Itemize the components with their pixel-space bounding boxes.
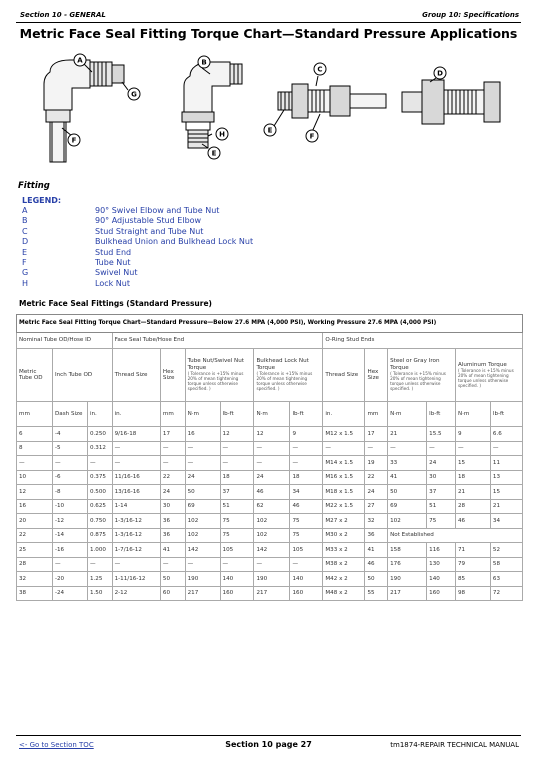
legend-key: G [22,268,29,278]
unit-cell: N·m [455,402,490,427]
fitting-d-drawing [402,80,500,124]
table-cell: — [220,441,254,456]
table-cell: 41 [365,543,388,558]
table-cell: 25 [17,543,53,558]
table-cell: 19 [365,456,388,471]
legend [22,196,253,289]
table-caption-row [17,315,523,333]
table-cell: 62 [254,499,290,514]
table-cell: 16 [17,499,53,514]
table-cell: 46 [365,557,388,572]
table-cell: 1-3/16-12 [112,528,160,543]
table-row [17,441,523,456]
fitting-c-drawing [278,84,386,118]
table-cell: — [112,441,160,456]
table-cell: 69 [388,499,427,514]
table-cell: 27 [365,499,388,514]
table-cell: 22 [365,470,388,485]
table-cell: 102 [185,528,220,543]
table-cell: M12 x 1.5 [323,427,365,442]
fitting-b-drawing [182,62,242,148]
unit-cell: mm [365,402,388,427]
table-cell: 217 [388,586,427,601]
table-cell: 79 [455,557,490,572]
table-cell: 58 [490,557,522,572]
table-cell: M38 x 2 [323,557,365,572]
legend-item [22,237,253,247]
unit-cell: in. [112,402,160,427]
table-cell: 20 [17,514,53,529]
legend-key: B [22,216,28,226]
table-cell: 75 [290,528,323,543]
callout-f: F [71,136,77,145]
table-cell: M16 x 1.5 [323,470,365,485]
table-cell: — [160,456,185,471]
torque-table [16,314,523,601]
table-row [17,456,523,471]
table-row [17,514,523,529]
col-metric-tube-od: Metric Tube OD [17,349,53,402]
table-cell: M30 x 2 [323,528,365,543]
table-subheading: Metric Face Seal Fittings (Standard Pressure) [19,299,212,308]
table-cell: 37 [427,485,456,500]
table-cell: — [52,557,87,572]
table-cell: — [254,441,290,456]
table-row [17,427,523,442]
table-cell: M33 x 2 [323,543,365,558]
bulkhead-torque-note: ( Tolerance is +15% minus 20% of mean tightening torque unless otherwise specified. ) [256,371,313,391]
table-cell: 160 [290,586,323,601]
table-cell: -10 [52,499,87,514]
table-cell: 105 [220,543,254,558]
table-cell: 105 [290,543,323,558]
table-cell: 30 [160,499,185,514]
callout-e: E [211,149,217,158]
fitting-a-drawing [44,60,124,162]
col-bulkhead-torque [254,349,323,402]
legend-text: Stud Straight and Tube Nut [95,226,204,236]
legend-item [22,248,253,258]
table-cell: 190 [388,572,427,587]
legend-item [22,279,253,289]
unit-cell: in. [323,402,365,427]
table-cell: 22 [160,470,185,485]
legend-text: Bulkhead Union and Bulkhead Lock Nut [95,237,254,247]
table-cell: 24 [254,470,290,485]
table-cell: 28 [455,499,490,514]
table-cell: 217 [185,586,220,601]
col-tube-nut-torque [185,349,254,402]
callout-h: H [219,130,225,139]
table-cell: — [388,441,427,456]
unit-cell: N·m [185,402,220,427]
table-cell: -8 [52,485,87,500]
table-cell: 34 [490,514,522,529]
table-cell: — [290,441,323,456]
table-cell: 142 [185,543,220,558]
table-cell: 37 [220,485,254,500]
table-cell: 60 [160,586,185,601]
manual-name: tm1874-REPAIR TECHNICAL MANUAL [390,741,519,749]
group-label: Group 10: Specifications [422,11,519,19]
table-cell: — [112,456,160,471]
legend-item [22,258,253,268]
table-cell: 190 [185,572,220,587]
table-cell: 15 [490,485,522,500]
table-cell: 0.625 [87,499,112,514]
table-cell: 46 [254,485,290,500]
table-cell: 102 [254,514,290,529]
legend-text: Swivel Nut [95,268,138,278]
legend-text: 90° Adjustable Stud Elbow [95,216,202,226]
unit-cell: lb-ft [490,402,522,427]
table-cell: — [87,557,112,572]
table-cell: 11 [490,456,522,471]
table-cell: 130 [427,557,456,572]
unit-cell: lb-ft [290,402,323,427]
table-cell: -20 [52,572,87,587]
table-cell: 190 [254,572,290,587]
alum-torque-label: Aluminum Torque [457,361,507,368]
table-cell: 1-7/16-12 [112,543,160,558]
callout-a: A [77,56,83,65]
unit-cell: mm [17,402,53,427]
table-cell: 63 [490,572,522,587]
table-cell: 13 [490,470,522,485]
table-cell: 41 [160,543,185,558]
legend-item [22,216,253,226]
callout-e-2: E [267,126,273,135]
table-cell: 50 [160,572,185,587]
table-cell: — [185,456,220,471]
callout-g: G [131,90,137,99]
table-row [17,470,523,485]
group-nominal: Nominal Tube OD/Hose ID [17,333,113,349]
table-cell: M42 x 2 [323,572,365,587]
legend-text: 90° Swivel Elbow and Tube Nut [95,206,220,215]
table-cell: 50 [185,485,220,500]
table-cell: 33 [388,456,427,471]
page-header [16,8,521,23]
legend-key: F [22,257,27,267]
table-cell: 28 [17,557,53,572]
legend-text: Lock Nut [95,278,130,288]
table-cell: 102 [185,514,220,529]
table-cell: 75 [220,514,254,529]
table-row [17,499,523,514]
table-cell: 12 [17,485,53,500]
table-cell: 75 [290,514,323,529]
table-cell: 17 [160,427,185,442]
table-cell: 18 [220,470,254,485]
table-cell: -6 [52,470,87,485]
table-cell: 24 [185,470,220,485]
table-cell: 75 [220,528,254,543]
table-cell: -12 [52,514,87,529]
table-cell: — [220,456,254,471]
table-cell: — [52,456,87,471]
table-cell: 30 [427,470,456,485]
section-label: Section 10 - GENERAL [20,11,106,19]
table-cell: 22 [17,528,53,543]
table-cell: 15.5 [427,427,456,442]
table-cell: M14 x 1.5 [323,456,365,471]
table-cell: 158 [388,543,427,558]
table-cell: Not Established [388,528,523,543]
col-thread-size-2: Thread Size [323,349,365,402]
table-cell: 6 [17,427,53,442]
table-row [17,557,523,572]
table-cell: 0.250 [87,427,112,442]
table-cell: 50 [365,572,388,587]
units-row [17,402,523,427]
group-face-seal: Face Seal Tube/Hose End [112,333,323,349]
table-cell: 0.750 [87,514,112,529]
unit-cell: lb-ft [427,402,456,427]
legend-item [22,227,253,237]
table-cell: — [220,557,254,572]
table-cell: 140 [220,572,254,587]
table-cell: 85 [455,572,490,587]
table-cell: 41 [388,470,427,485]
table-cell: 116 [427,543,456,558]
tube-nut-torque-label: Tube Nut/Swivel Nut Torque [187,358,244,371]
col-alum-torque [455,349,522,402]
table-cell: 12 [254,427,290,442]
fittings-illustration [30,50,510,170]
legend-key: E [22,247,28,257]
table-cell: 21 [490,499,522,514]
table-cell: 71 [455,543,490,558]
table-cell: 1.50 [87,586,112,601]
table-cell: -5 [52,441,87,456]
page-number: Section 10 page 27 [225,740,312,749]
legend-item [22,268,253,278]
table-row [17,572,523,587]
callout-c: C [317,65,323,74]
table-cell: 2-12 [112,586,160,601]
bulkhead-torque-label: Bulkhead Lock Nut Torque [256,358,309,371]
legend-text: Stud End [95,247,132,257]
table-cell: — [455,441,490,456]
group-header-row [17,333,523,349]
table-cell: 21 [455,485,490,500]
table-cell: 140 [290,572,323,587]
table-cell: 12 [220,427,254,442]
table-cell: 160 [427,586,456,601]
table-cell: 160 [220,586,254,601]
callout-b: B [201,58,207,67]
table-cell: — [185,557,220,572]
table-cell: 15 [455,456,490,471]
table-cell: M18 x 1.5 [323,485,365,500]
table-cell: M27 x 2 [323,514,365,529]
unit-cell: lb-ft [220,402,254,427]
table-cell: 140 [427,572,456,587]
table-cell: 9/16-18 [112,427,160,442]
table-body [17,427,523,601]
table-cell: 38 [17,586,53,601]
table-cell: 0.500 [87,485,112,500]
legend-title: LEGEND: [22,196,62,205]
table-caption: Metric Face Seal Fitting Torque Chart—Standard Pressure—Below 27.6 MPA (4,000 PSI), Working Pressure 27.6 MPA (4,000 PSI) [17,315,523,333]
table-cell: 0.375 [87,470,112,485]
col-steel-torque [388,349,456,402]
table-cell: 1.25 [87,572,112,587]
table-cell: 102 [254,528,290,543]
page-footer [16,735,521,752]
legend-key: D [22,237,29,247]
table-cell: 8 [17,441,53,456]
col-inch-tube-od: Inch Tube OD [52,349,112,402]
table-cell: 21 [388,427,427,442]
table-cell: — [254,456,290,471]
section-toc-link[interactable]: <- Go to Section TOC [19,741,94,749]
table-cell: — [490,441,522,456]
table-cell: -16 [52,543,87,558]
table-row [17,586,523,601]
table-cell: 69 [185,499,220,514]
table-cell: 24 [427,456,456,471]
table-cell: 36 [160,528,185,543]
table-row [17,528,523,543]
table-cell: — [112,557,160,572]
tube-nut-torque-note: ( Tolerance is +15% minus 20% of mean tightening torque unless otherwise specified. ) [187,371,244,391]
table-cell: — [427,441,456,456]
legend-item [22,206,253,216]
table-cell: 51 [427,499,456,514]
table-cell: 51 [220,499,254,514]
table-cell: -14 [52,528,87,543]
table-cell: 55 [365,586,388,601]
unit-cell: N·m [388,402,427,427]
unit-cell: Dash Size [52,402,87,427]
table-cell: — [160,441,185,456]
table-cell: 11/16-16 [112,470,160,485]
table-cell: 13/16-16 [112,485,160,500]
table-cell: -4 [52,427,87,442]
table-cell: 24 [365,485,388,500]
alum-torque-note: ( Tolerance is +15% minus 20% of mean tightening torque unless otherwise specified. ) [457,368,514,388]
table-cell: — [185,441,220,456]
table-cell: — [160,557,185,572]
table-cell: 52 [490,543,522,558]
callout-f-2: F [309,132,315,141]
group-oring: O-Ring Stud Ends [323,333,523,349]
fitting-heading: Fitting [18,181,50,191]
table-cell: 10 [17,470,53,485]
col-hex-size: Hex Size [160,349,185,402]
table-cell: 46 [290,499,323,514]
steel-torque-label: Steel or Gray Iron Torque [390,358,440,371]
callout-d: D [437,69,443,78]
table-cell: — [323,441,365,456]
table-cell: 9 [290,427,323,442]
table-cell: 1.000 [87,543,112,558]
table-cell: 18 [290,470,323,485]
table-cell: M22 x 1.5 [323,499,365,514]
table-cell: 142 [254,543,290,558]
table-cell: 34 [290,485,323,500]
table-cell: 50 [388,485,427,500]
legend-key: C [22,226,28,236]
table-row [17,543,523,558]
table-cell: 1-3/16-12 [112,514,160,529]
table-cell: — [290,557,323,572]
table-cell: 98 [455,586,490,601]
table-cell: — [365,441,388,456]
table-cell: 36 [160,514,185,529]
steel-torque-note: ( Tolerance is +15% minus 20% of mean tightening torque unless otherwise specified. ) [390,371,446,391]
table-cell: 1-11/16-12 [112,572,160,587]
page-title: Metric Face Seal Fitting Torque Chart—Standard Pressure Applications [19,26,518,41]
table-cell: 72 [490,586,522,601]
legend-key: A [22,206,28,215]
table-cell: 217 [254,586,290,601]
table-row [17,485,523,500]
table-cell: 17 [365,427,388,442]
table-cell: 18 [455,470,490,485]
table-cell: 0.312 [87,441,112,456]
table-cell: 176 [388,557,427,572]
table-cell: 16 [185,427,220,442]
legend-text: Tube Nut [95,257,131,267]
table-cell: 102 [388,514,427,529]
unit-cell: N·m [254,402,290,427]
table-cell: 1-14 [112,499,160,514]
table-cell: — [254,557,290,572]
table-cell: — [17,456,53,471]
table-cell: 32 [365,514,388,529]
table-cell: 75 [427,514,456,529]
col-hex-size-2: Hex Size [365,349,388,402]
col-thread-size: Thread Size [112,349,160,402]
column-header-row [17,349,523,402]
table-cell: — [290,456,323,471]
table-cell: -24 [52,586,87,601]
table-cell: M48 x 2 [323,586,365,601]
table-cell: 0.875 [87,528,112,543]
table-cell: — [87,456,112,471]
unit-cell: in. [87,402,112,427]
table-cell: 32 [17,572,53,587]
table-cell: 24 [160,485,185,500]
table-cell: 9 [455,427,490,442]
table-cell: 6.6 [490,427,522,442]
legend-key: H [22,278,29,288]
table-cell: 36 [365,528,388,543]
unit-cell: mm [160,402,185,427]
table-cell: 46 [455,514,490,529]
